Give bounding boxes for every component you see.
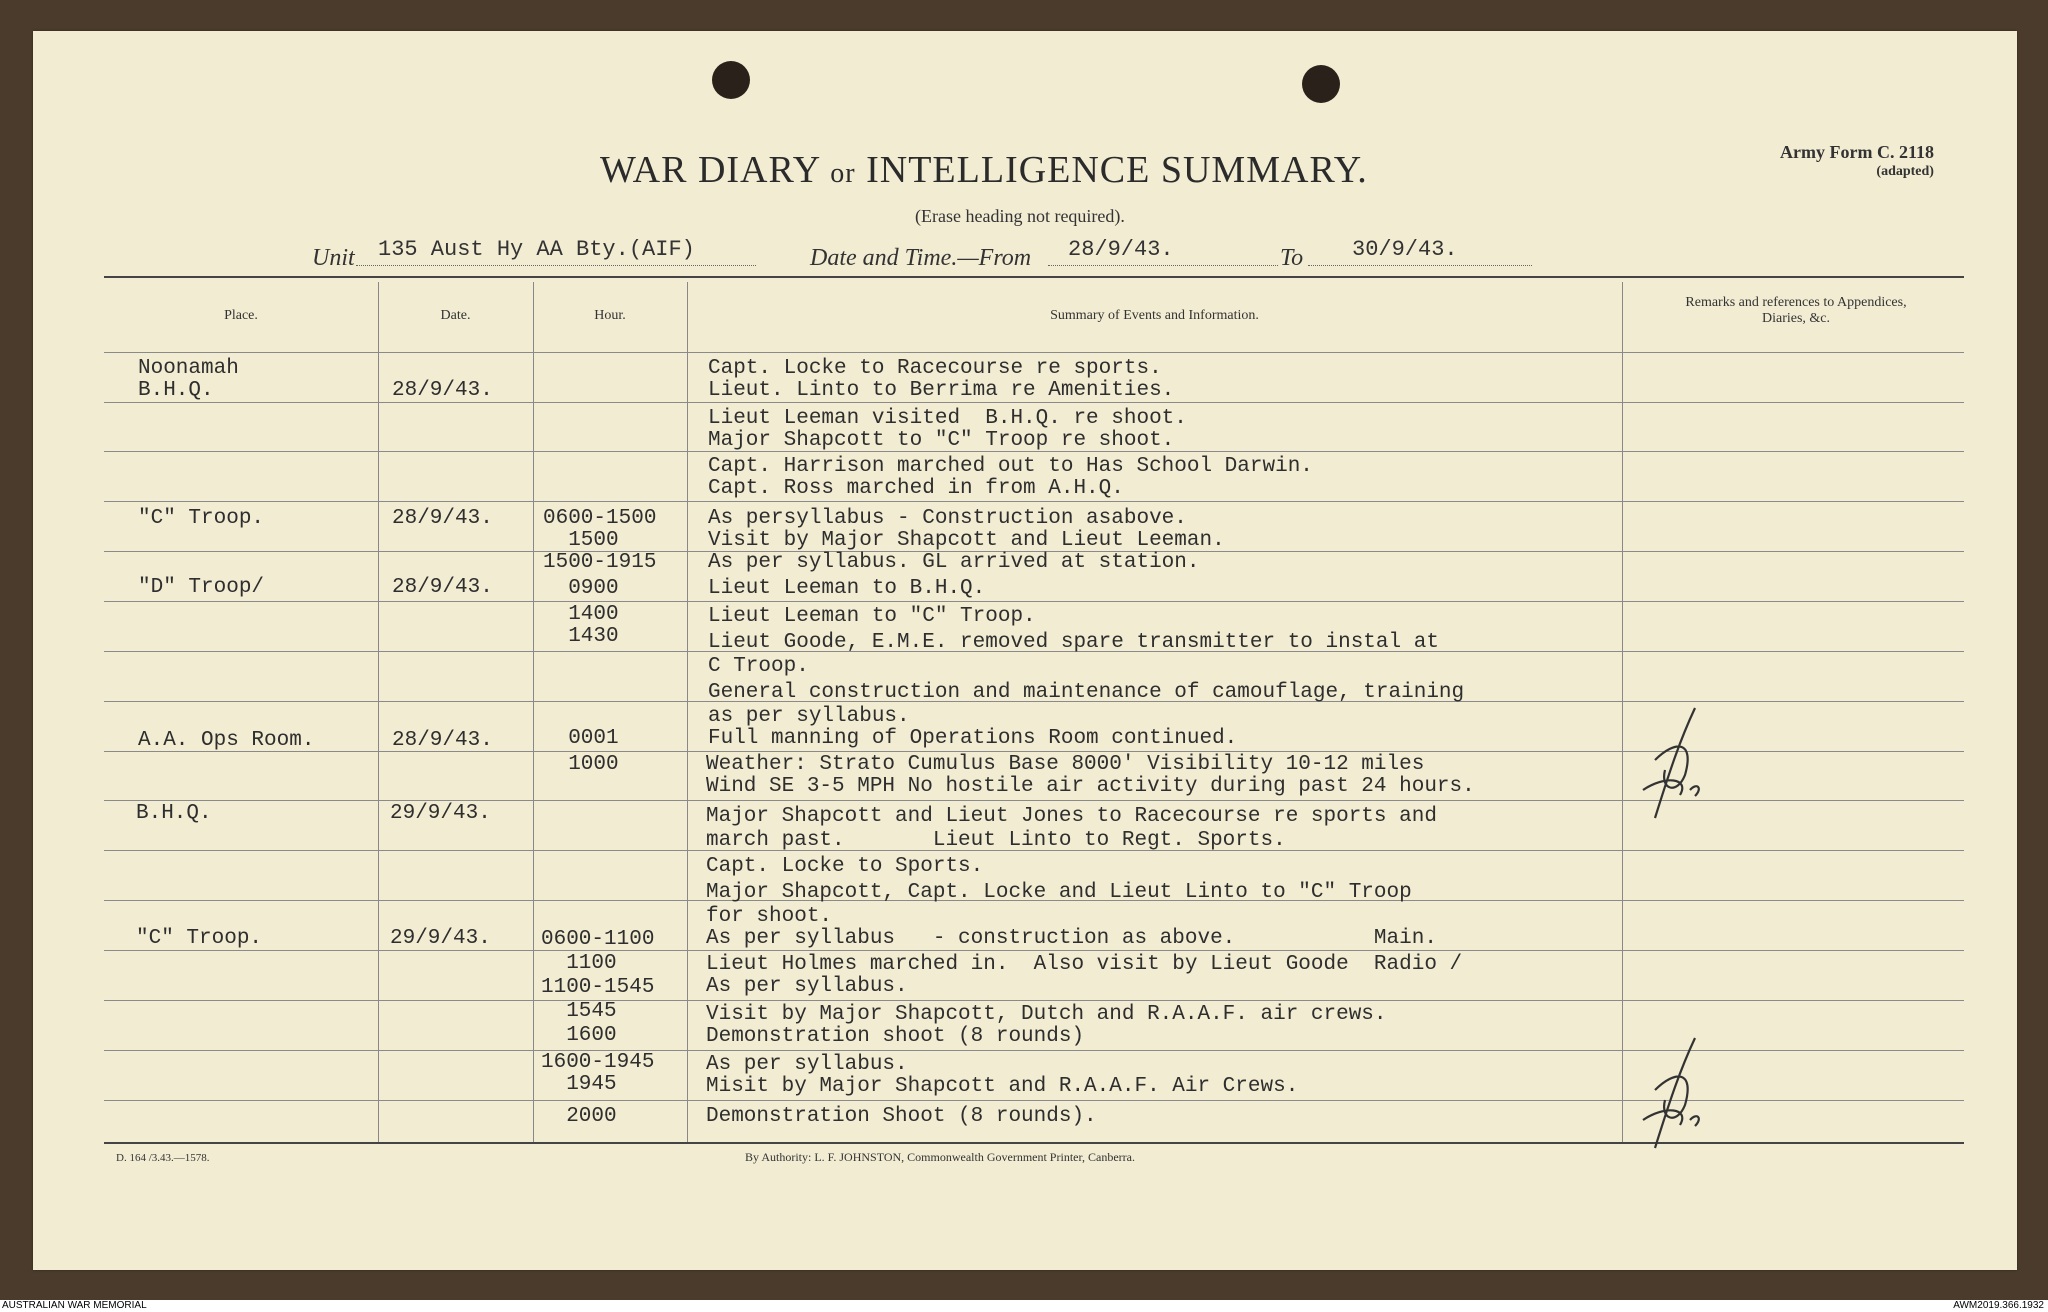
rule-line: [104, 950, 1964, 951]
rule-line: [104, 501, 1964, 502]
unit-dotline: [356, 265, 756, 266]
hour-entry: 0600-1100 1100 1100-1545 1545 1600: [541, 928, 655, 1047]
form-code: D. 164 /3.43.—1578.: [116, 1152, 210, 1164]
header-date: Date.: [440, 308, 471, 323]
date-entry: 28/9/43.: [392, 379, 493, 402]
punch-hole-right: [1302, 65, 1340, 103]
col-divider-hour: [687, 282, 688, 1142]
summary-entry: Lieut Holmes marched in. Also visit by Lieut Goode Radio / As per syllabus.: [706, 953, 1463, 998]
summary-entry: Capt. Harrison marched out to Has School Darwin. Capt. Ross marched in from A.H.Q.: [708, 455, 1313, 500]
date-entry: 28/9/43.: [392, 576, 493, 599]
hour-entry: 1600-1945 1945: [541, 1051, 655, 1096]
unit-value: 135 Aust Hy AA Bty.(AIF): [378, 237, 695, 262]
hour-entry: 0900: [543, 577, 619, 600]
place-entry: "C" Troop.: [138, 507, 265, 530]
header-place: Place.: [224, 308, 258, 323]
summary-entry: Weather: Strato Cumulus Base 8000' Visibility 10-12 miles Wind SE 3-5 MPH No hostile air activity during past 24 hours.: [706, 753, 1475, 798]
signature-initials: [1625, 1030, 1725, 1155]
col-divider-summary: [1622, 282, 1623, 1142]
header-hour: Hour.: [594, 308, 626, 323]
header-remarks: Remarks and references to Appendices, Diaries, &c.: [1685, 295, 1907, 326]
summary-entry: As persyllabus - Construction asabove. Visit by Major Shapcott and Lieut Leeman.: [708, 507, 1225, 552]
rule-line: [104, 1000, 1964, 1001]
page-title: WAR DIARY or INTELLIGENCE SUMMARY.: [600, 149, 1368, 191]
summary-entry: Demonstration Shoot (8 rounds).: [706, 1105, 1097, 1128]
summary-entry: C Troop. General construction and maintenance of camouflage, training: [708, 655, 1465, 704]
hour-entry: 1400 1430: [568, 603, 619, 648]
date-entry: 28/9/43.: [392, 729, 493, 752]
summary-entry: as per syllabus. Full manning of Operations Room continued.: [708, 705, 1238, 750]
summary-entry: Capt. Locke to Sports. Major Shapcott, Capt. Locke and Lieut Linto to "C" Troop: [706, 855, 1412, 904]
signature-initials: [1625, 700, 1725, 825]
rule-line: [104, 352, 1964, 353]
erase-note: (Erase heading not required).: [915, 206, 1125, 226]
to-label: To: [1280, 245, 1304, 271]
place-entry: A.A. Ops Room.: [138, 729, 315, 752]
hour-entry: 0600-1500 1500: [543, 507, 657, 552]
table-top-rule: [104, 276, 1964, 278]
summary-entry: for shoot. As per syllabus - construction as above. Main.: [706, 905, 1437, 950]
summary-entry: Lieut Leeman visited B.H.Q. re shoot. Major Shapcott to "C" Troop re shoot.: [708, 407, 1187, 452]
date-time-label: Date and Time.—From: [810, 245, 1032, 271]
archive-credit: AUSTRALIAN WAR MEMORIAL: [2, 1300, 147, 1311]
to-dotline: [1308, 265, 1532, 266]
printer-authority: By Authority: L. F. JOHNSTON, Commonwealth Government Printer, Canberra.: [745, 1150, 1135, 1164]
date-entry: 29/9/43.: [390, 802, 491, 825]
hour-entry: 2000: [541, 1105, 617, 1128]
punch-hole-left: [712, 61, 750, 99]
unit-label: Unit: [312, 245, 355, 271]
archive-reference: AWM2019.366.1932: [1953, 1300, 2044, 1311]
summary-entry: As per syllabus. Misit by Major Shapcott and R.A.A.F. Air Crews.: [706, 1053, 1299, 1098]
rule-line: [104, 402, 1964, 403]
army-form-number: Army Form C. 2118 (adapted): [1780, 142, 1934, 179]
summary-entry: Lieut Leeman to B.H.Q.: [708, 577, 986, 600]
hour-entry: 0001: [543, 727, 619, 750]
rule-line: [104, 601, 1964, 602]
from-date: 28/9/43.: [1068, 237, 1174, 262]
date-entry: 28/9/43.: [392, 507, 493, 530]
summary-entry: Capt. Locke to Racecourse re sports. Lieut. Linto to Berrima re Amenities.: [708, 357, 1175, 402]
hour-entry: 1500-1915: [543, 551, 657, 574]
col-divider-date: [533, 282, 534, 1142]
header-summary: Summary of Events and Information.: [1050, 308, 1259, 323]
place-entry: Noonamah B.H.Q.: [138, 357, 239, 402]
summary-entry: Visit by Major Shapcott, Dutch and R.A.A.F. air crews. Demonstration shoot (8 rounds): [706, 1003, 1387, 1048]
place-entry: "C" Troop.: [136, 927, 263, 950]
from-dotline: [1048, 265, 1278, 266]
place-entry: "D" Troop/: [138, 576, 265, 599]
date-entry: 29/9/43.: [390, 927, 491, 950]
summary-entry: Major Shapcott and Lieut Jones to Racecourse re sports and march past. Lieut Linto to Regt. Sports.: [706, 805, 1437, 852]
place-entry: B.H.Q.: [136, 802, 212, 825]
summary-entry: As per syllabus. GL arrived at station.: [708, 551, 1200, 574]
summary-entry: Lieut Leeman to "C" Troop. Lieut Goode, E.M.E. removed spare transmitter to instal at: [708, 605, 1439, 654]
col-divider-place: [378, 282, 379, 1142]
hour-entry: 1000: [543, 753, 619, 776]
to-date: 30/9/43.: [1352, 237, 1458, 262]
